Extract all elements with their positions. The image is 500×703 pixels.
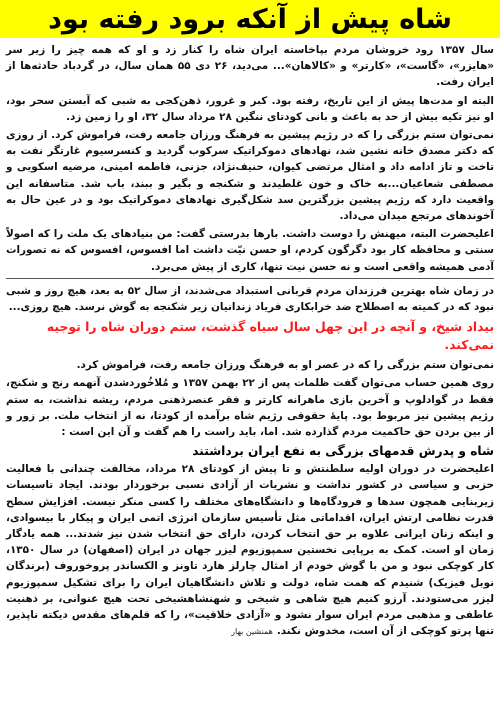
- paragraph-6: نمی‌توان ستم بزرگی را که در عصر او به فرهنگ ورزان جامعه رفت، فراموش کرد.: [76, 359, 494, 372]
- headline-banner: [0, 0, 500, 38]
- paragraph-1: سال ۱۳۵۷ رود خروشان مردم بپاخاسته ایران شاه را کنار زد و او که همه چیز را زیر سر «هایزر»، «گاست»، «کارتر» و «کالاهان»... می‌دید، ۲۶ دی ۵۵ همان سال، در گردباد حادثه‌ها از ایران رفت.: [6, 44, 495, 89]
- headline: شاه پیش از آنکه برود رفته بود: [48, 3, 452, 35]
- paragraph-4: اعلیحضرت البته، میهنش را دوست داشت. بارها بدرستی گفت: من بنیادهای یک ملت را که اصولاً سنتی و محافظه کار بود دگرگون کردم، او حسن نیّت داشت اما افسوس، افسوس که نه تصورات آدمی همیشه واقعی است و نه حسن نیت تنها، کاری از پیش می‌برد.: [6, 228, 494, 273]
- paragraph-2: البته او مدت‌ها پیش از این تاریخ، رفته بود. کبر و غرور، ذهن‌کجی به شبی که آبستن سحر بود، او نیز تکیه بیش از حد به باعث و بانی کودتای ننگین ۲۸ مرداد سال ۳۲، او را زمین زد.: [6, 94, 494, 123]
- paragraph-8-text: اعلیحضرت در دوران اولیه سلطنتش و تا پیش از کودتای ۲۸ مرداد، مخالفت چندانی با فعالیت حزبی و سیاسی در کشور نداشت و نشریات از آزادی نسبی برخوردار بودند. ایجاد تاسیسات زیربنایی همچون سدها و فرودگاه‌ها و دانشگاه‌های مختلف را کسی منکر نیست. افزایش سطح قدرت نظامی ارتش ایران، اقداماتی مثل تأسیس سازمان انرژی اتمی ایران و پیکار با بیسوادی، و اینکه زنان ایرانی علاوه بر حق انتخاب کردن، دارای حق انتخاب شدن نیز شدند... همه یادگار زمان او است. کمک به برپایی نخستین سمپوزیوم لیزر جهان در ایران (اصفهان) در سال ۱۳۵۰، کار کوچکی نبود و من با گوش خودم از امثال چارلز هارد تاونز و الکساندر پروخوروف (برندگان نوبل فیزیک) شنیدم که همت شاه، دولت و تلاش دانشگاهیان ایران را برای تشکیل سمپوزیوم لیزر می‌ستودند. آرزو کنیم هیچ شاهی و شیخی و شهنشاهشیخی تحت هیچ عنوانی، بر ذهنیت عاطفی و مذهبی مردم ایران سوار نشود و «آزادی خلاقیت»، را که قلم‌های مقدس دیکته ناپذیر، تنها پرتو کوچکی از آن است، مخدوش نکند.: [6, 463, 494, 638]
- paragraph-7: روی همین حساب می‌توان گفت ظلمات پس از ۲۲ بهمن ۱۳۵۷ و مُلاخُوردشدن آنهمه رنج و شکنج، فقط در گوادلوپ و آخرین بازی ماهرانه کارتر و فقر عنصرذهنی مردم، ریشه نداشت، به ستم رژیم پیشین نیز مربوط بود. پایهٔ حقوقی رژیم شاه برآمده از کودتا، نه از انتخاب ملت. بر زور و از بین بردن حق حاکمیت مردم گذارده شد. اما، باید راست را هم گفت و آن این است :: [6, 377, 494, 439]
- paragraph-8: [6, 461, 494, 640]
- subheading: شاه و پدرش قدمهای بزرگی به نفع ایران برداشتند: [192, 444, 494, 459]
- highlight-quote: بیداد شیخ، و آنچه در این چهل سال سیاه گذشت، ستم دوران شاه را توجیه نمی‌کند.: [46, 319, 494, 353]
- divider: [6, 278, 494, 279]
- paragraph-3: نمی‌توان ستم بزرگی را که در رژیم پیشین به فرهنگ ورزان جامعه رفت، فراموش کرد. از روزی که دکتر مصدق خانه نشین شد، نهادهای دموکراتیک سرکوب گردید و کنسرسیوم غارتگر نفت به تاخت و تاز ادامه داد و امثال مرتضی کیوان، حنیف‌نژاد، جزنی، فاطمه امینی، مرضیه اسکویی و مصطفی شعاعیان...به خاک و خون غلطیدند و شکنجه و بگیر و ببند، باب شد. متاسفانه این واقعیت دارد که رژیم پیشین بزرگترین سد شکل‌گیری نهادهای دموکراتیک بود و در عین حال به آخوندهای مرتجع میدان می‌داد.: [6, 129, 494, 223]
- paragraph-5: در زمان شاه بهترین فرزندان مردم قربانی استبداد می‌شدند، از سال ۵۲ به بعد، هیچ روز و شبی نبود که در کمیته به اصطلاح ضد خرابکاری فریاد زندانیان زیر شکنجه به گوش نرسد. هیچ روزی...: [6, 284, 494, 314]
- signature: همنشین بهار: [231, 627, 273, 637]
